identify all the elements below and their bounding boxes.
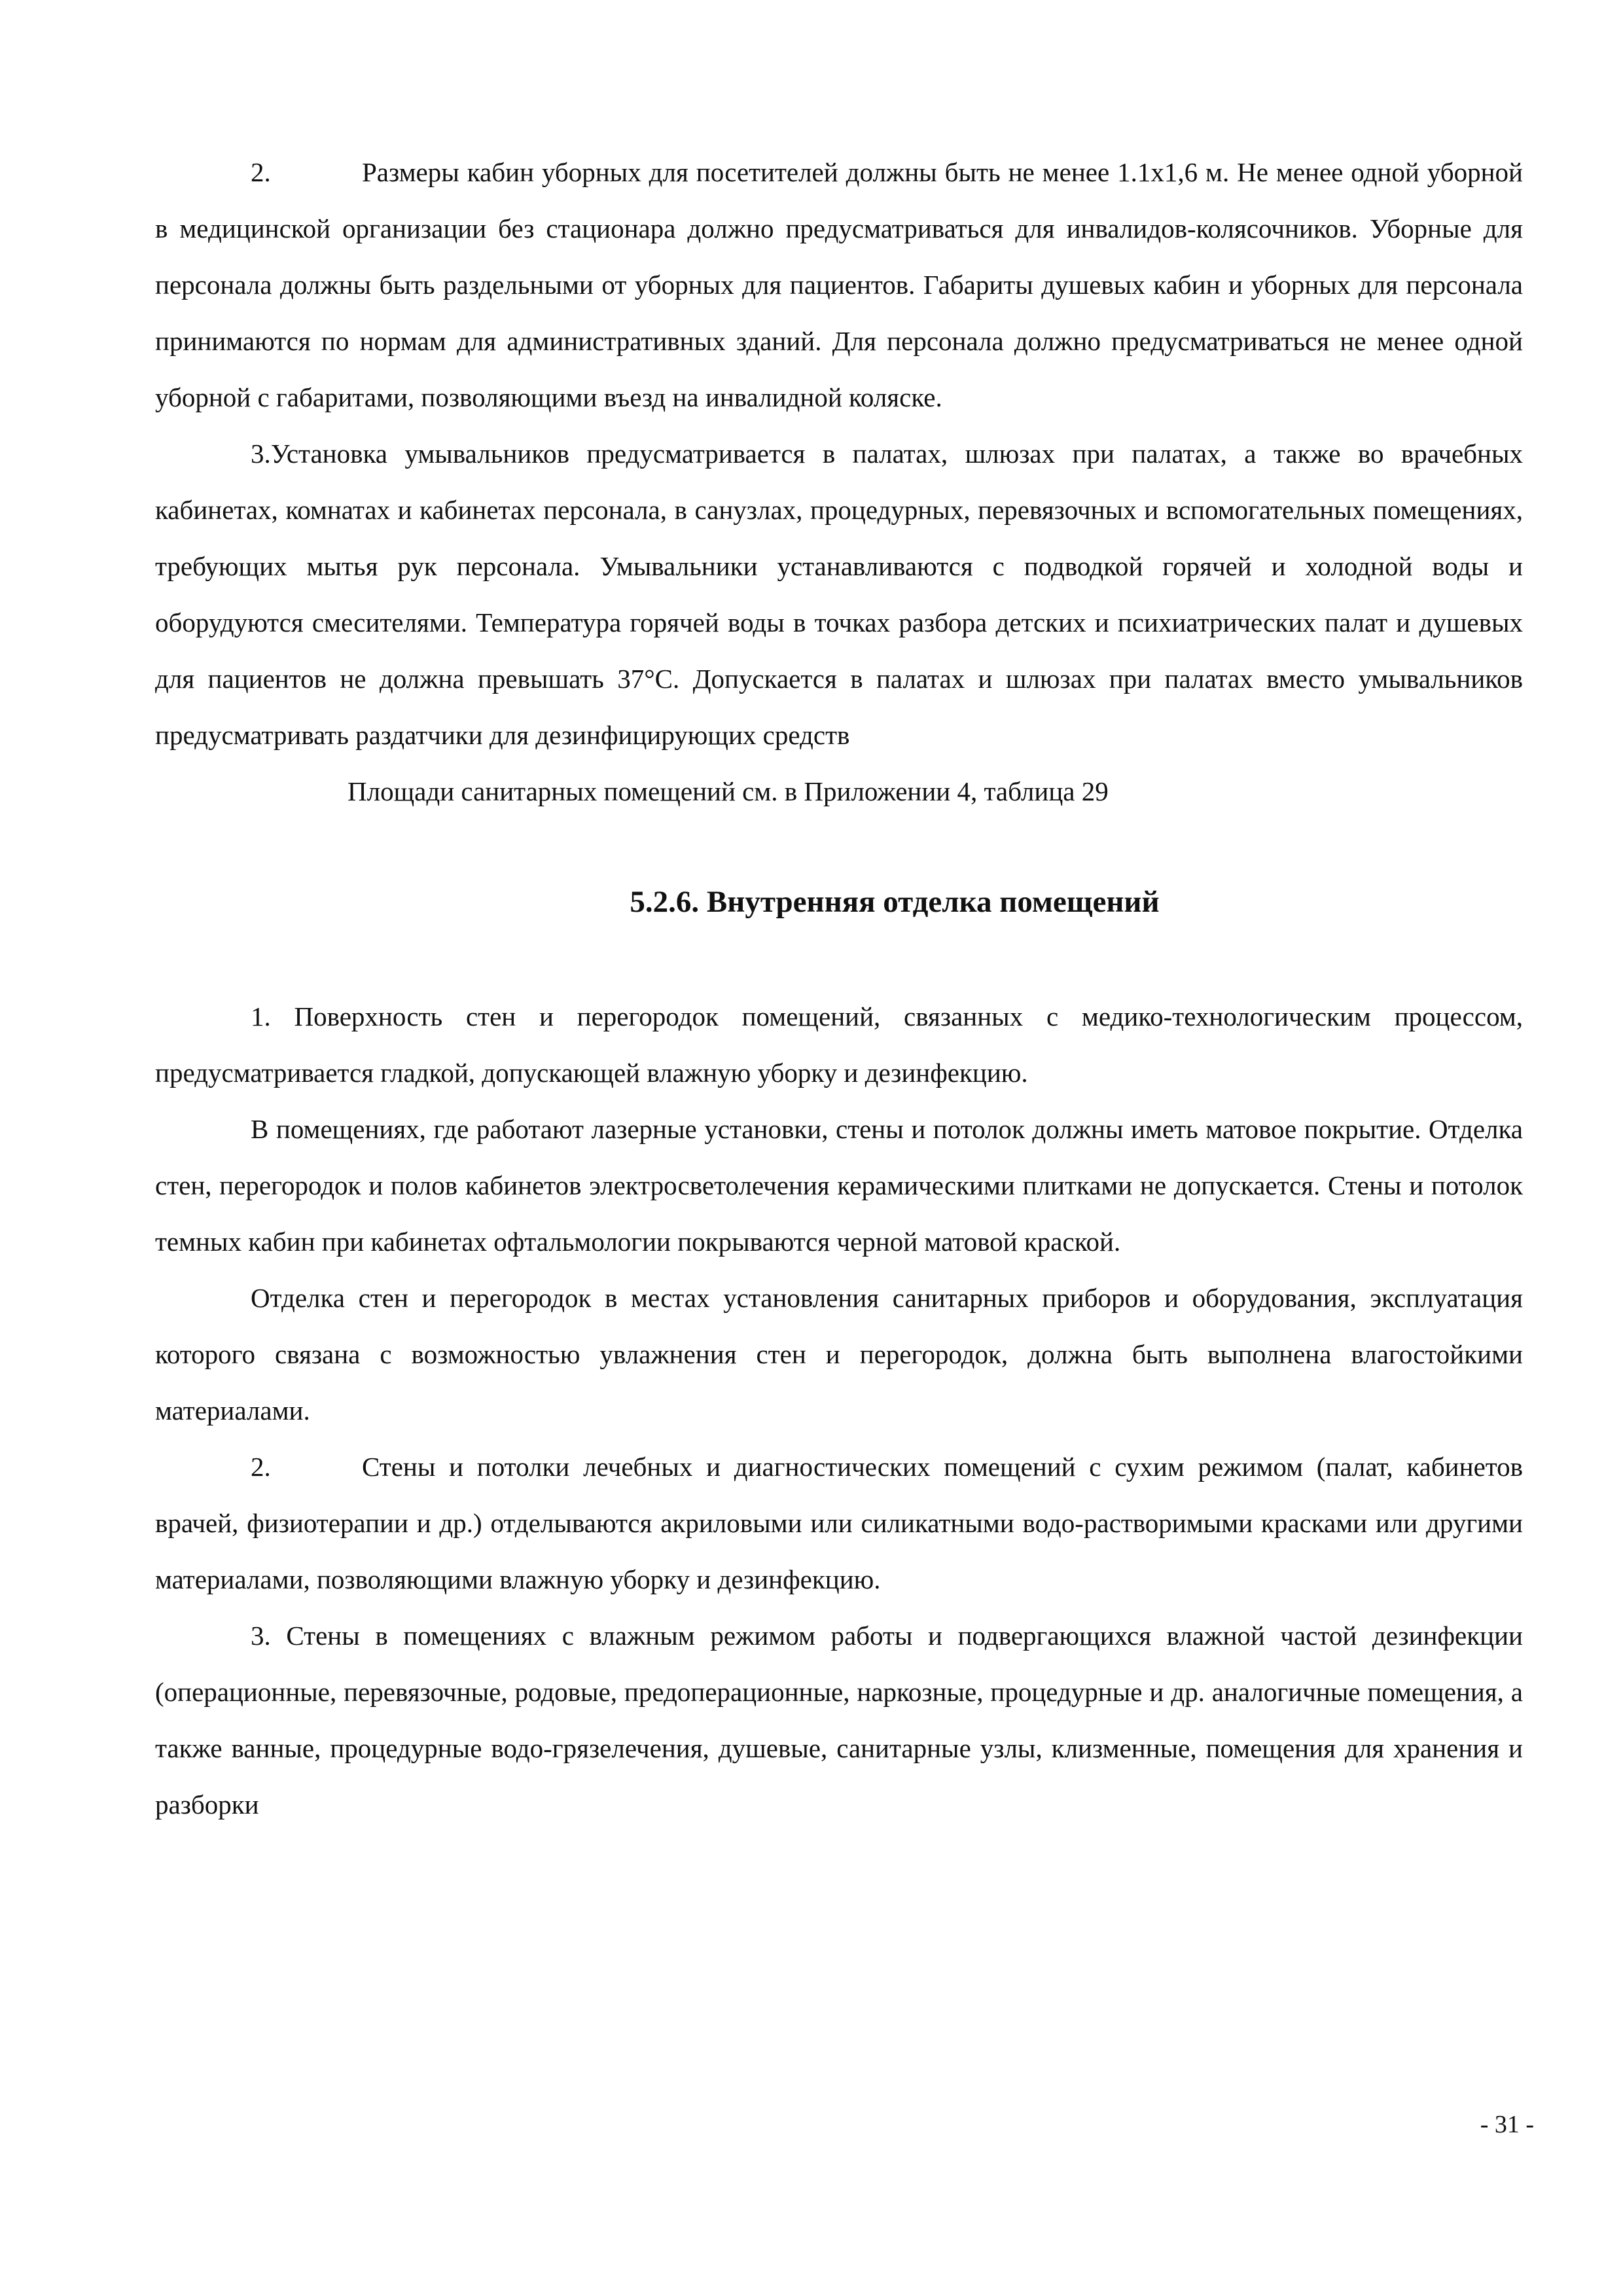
- reference-line: Площади санитарных помещений см. в Приложении 4, таблица 29: [348, 776, 1109, 806]
- paragraph-washbasins: 3.Установка умывальников предусматривается в палатах, шлюзах при палатах, а также во врачебных кабинетах, комнатах и кабинетах персонала, в санузлах, процедурных, перевязочных и вспомогательных помещениях, требующих мытья рук персонала. Умывальники устанавливаются с подводкой горячей и холодной воды и оборудуются смесителями. Температура горячей воды в точках разбора детских и психиатрических палат и душевых для пациентов не должна превышать 37°С. Допускается в палатах и шлюзах при палатах вместо умывальников предусматривать раздатчики для дезинфицирующих средств: [155, 439, 1523, 750]
- paragraph-text: Размеры кабин уборных для посетителей должны быть не менее 1.1х1,6 м. Не менее одной уборной в медицинской организации без стационара должно предусматриваться для инвалидов-колясочников. Уборные для персонала должны быть раздельными от уборных для пациентов. Габариты душевых кабин и уборных для персонала принимаются по нормам для административных зданий. Для персонала должно предусматриваться не менее одной уборной с габаритами, позволяющими въезд на инвалидной коляске.: [155, 157, 1523, 412]
- paragraph-wall-surface: 1. Поверхность стен и перегородок помещений, связанных с медико-технологическим процессом, предусматривается гладкой, допускающей влажную уборку и дезинфекцию.: [155, 1001, 1523, 1088]
- paragraph-moisture-resistant: Отделка стен и перегородок в местах установления санитарных приборов и оборудования, эксплуатация которого связана с возможностью увлажнения стен и перегородок, должна быть выполнена влагостойкими материалами.: [155, 1283, 1523, 1426]
- paragraph-cabin-sizes: [155, 144, 1523, 425]
- item-number: 2.: [251, 157, 271, 187]
- item-number: 2.: [251, 1452, 271, 1482]
- spacer: [155, 922, 1523, 988]
- paragraph-dry-rooms: [155, 1439, 1523, 1607]
- document-page: [155, 144, 1523, 1833]
- paragraph-text: Стены и потолки лечебных и диагностических помещений с сухим режимом (палат, кабинетов врачей, физиотерапии и др.) отделываются акриловыми или силикатными водо-растворимыми красками или другими материалами, позволяющими влажную уборку и дезинфекцию.: [155, 1452, 1523, 1594]
- paragraph-laser-rooms: В помещениях, где работают лазерные установки, стены и потолок должны иметь матовое покрытие. Отделка стен, перегородок и полов кабинетов электросветолечения керамическими плитками не допускается. Стены и потолок темных кабин при кабинетах офтальмологии покрываются черной матовой краской.: [155, 1114, 1523, 1257]
- section-heading: 5.2.6. Внутренняя отделка помещений: [630, 885, 1160, 919]
- spacer: [155, 819, 1523, 882]
- paragraph-wet-rooms: 3. Стены в помещениях с влажным режимом работы и подвергающихся влажной частой дезинфекции (операционные, перевязочные, родовые, предоперационные, наркозные, процедурные и др. аналогичные помещения, а также ванные, процедурные водо-грязелечения, душевые, санитарные узлы, клизменные, помещения для хранения и разборки: [155, 1621, 1523, 1820]
- page-number: - 31 -: [1480, 2111, 1534, 2138]
